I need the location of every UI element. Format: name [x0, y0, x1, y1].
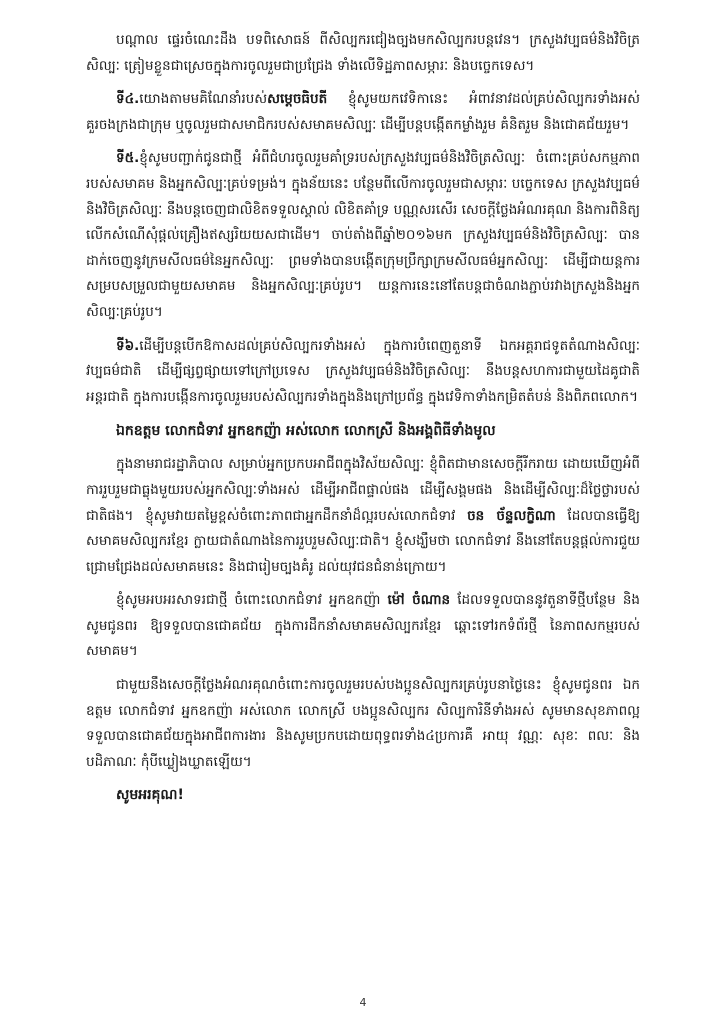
- paragraph-point-4: [86, 87, 640, 138]
- congratulations-text-pre: ខ្ញុំសូមអបអរសាទរជាថ្មី ចំពោះលោកជំទាវ អ្នកឧកញ៉ា: [116, 592, 388, 609]
- point-5-number: ទី៥.: [116, 150, 140, 167]
- paragraph-intro-text: បណ្តាល ផ្ទេរចំណេះដឹង បទពិសោធន៍ ពីសិល្បករជៀងច្បងមកសិល្បករបន្តវេន។ ក្រសួងវប្បធម៌និងវិចិត្រសិល្បៈ ត្រៀមខ្លួនជាស្រេចក្នុងការចូលរួមជាប្រជ្រែង ទាំងលើទិដ្ឋភាពសម្ភារៈ និងបច្ចេកទេស។: [86, 32, 640, 74]
- point-6-number: ទី៦.: [116, 337, 140, 354]
- congratulations-text-post: ដែលទទួលបាននូវតួនាទីថ្មីបន្ថែម និងសូមជូនពរ ឱ្យទទួលបានជោគជ័យ ក្នុងការដឹកនាំសមាគមសិល្បករខ្មែរ ឆ្ពោះទៅរកទំព័រថ្មី នៃភាពសកម្មរបស់សមាគម។: [86, 592, 640, 660]
- point-6-text: ដើម្បីបន្តបើកឱកាសដល់គ្រប់សិល្បករទាំងអស់ ក្នុងការបំពេញតួនាទី ឯកអគ្គរាជទូតតំណាងសិល្បៈវប្បធម៌ជាតិ ដើម្បីផ្សព្វផ្សាយទៅក្រៅប្រទេស ក្រសួងវប្បធម៌និងវិចិត្រសិល្បៈ នឹងបន្តសហការជាមួយដៃគូជាតិ អន្តរជាតិ ក្នុងការបង្កើនការចូលរួមរបស់សិល្បករទាំងក្នុងនិងក្រៅប្រព័ន្ធ ក្នុងវេទិកាទាំងកម្រិតតំបន់ និងពិភពលោក។: [86, 337, 640, 405]
- point-4-number: ទី៤.: [116, 91, 140, 108]
- paragraph-point-5: [86, 146, 640, 325]
- paragraph-congratulations: [86, 588, 640, 665]
- blessing-text: ជាមួយនឹងសេចក្តីថ្លែងអំណរគុណចំពោះការចូលរួមរបស់បងប្អូនសិល្បករគ្រប់រូបនាថ្ងៃនេះ ខ្ញុំសូមជូនពរ ឯកឧត្តម លោកជំទាវ អ្នកឧកញ៉ា អស់លោក លោកស្រី បងប្អូនសិល្បករ សិល្បការិនីទាំងអស់ សូមមានសុខភាពល្អ ទទួលបានជោគជ័យក្នុងអាជីពការងារ និងសូមប្រកបដោយពុទ្ធពរទាំង៤ប្រការគឺ អាយុ វណ្ណៈ សុខៈ ពលៈ និងបដិភាណៈ កុំបីឃ្លៀងឃ្លាតឡើយ។: [86, 677, 640, 770]
- point-4-text-pre: យោងតាមមគិណែនាំរបស់: [139, 91, 268, 108]
- point-4-honorific: សម្តេចធិបតី: [267, 91, 328, 108]
- salutation-heading: ឯកឧត្តម លោកជំទាវ អ្នកឧកញ៉ា អស់លោក លោកស្រី និងអង្គពិធីទាំងមូល: [116, 423, 496, 440]
- closing-thanks: សូមអរគុណ!: [116, 787, 184, 804]
- paragraph-government: [86, 452, 640, 580]
- government-honoree-name: ចន ច័ន្ទលក្ខិណា: [467, 507, 556, 524]
- paragraph-point-6: [86, 334, 640, 411]
- page-number: 4: [359, 996, 367, 1009]
- paragraph-intro: [86, 28, 640, 79]
- congratulations-honoree-name: ម៉ៅ ចំណាន: [387, 592, 451, 609]
- government-text-post: ដែលបានធ្វើឱ្យសមាគមសិល្បករខ្មែរ ក្លាយជាតំណាងនៃការរួបរួមសិល្បៈជាតិ។ ខ្ញុំសង្ឃឹមថា លោកជំទាវ នឹងនៅតែបន្តផ្តល់ការជួយជ្រោមជ្រែងដល់សមាគមនេះ និងជារៀមច្បងគំរូ ដល់យុវជនជំនាន់ក្រោយ។: [86, 507, 640, 575]
- point-4-text-post: ខ្ញុំសូមយកវេទិកានេះ អំពាវនាវដល់គ្រប់សិល្បករទាំងអស់ គួរចងក្រងជាក្រុម ឬចូលរួមជាសមាជិករបស់សមាគមសិល្បៈ ដើម្បីបន្តបង្កើតកម្លាំងរួម គំនិតរួម និងជោគជ័យរួម។: [86, 91, 640, 133]
- government-text-pre: ក្នុងនាមរាជរដ្ឋាភិបាល សម្រាប់អ្នកប្រកបអាជីពក្នុងវិស័យសិល្បៈ ខ្ញុំពិតជាមានសេចក្តីរីករាយ ដោយឃើញអំពីការរួបរួមជាធ្លុងមួយរបស់អ្នកសិល្បៈទាំងអស់ ដើម្បីអាជីពផ្ទាល់ផង ដើម្បីសង្គមផង និងដើម្បីសិល្បៈដ៏ថ្លៃថ្លារបស់ជាតិផង។ ខ្ញុំសូមវាយតម្លៃខ្ពស់ចំពោះភាពជាអ្នកដឹកនាំដ៏ល្អរបស់លោកជំទាវ: [86, 456, 640, 524]
- paragraph-blessing: [86, 673, 640, 775]
- point-5-text: ខ្ញុំសូមបញ្ជាក់ជូនជាថ្មី អំពីជំហរចូលរួមគាំទ្ររបស់ក្រសួងវប្បធម៌និងវិចិត្រសិល្បៈ ចំពោះគ្រប់សកម្មភាពរបស់សមាគម និងអ្នកសិល្បៈគ្រប់ទម្រង់។ ក្នុងន័យនេះ បន្ថែមពីលើការចូលរួមជាសម្ភារៈ បច្ចេកទេស ក្រសួងវប្បធម៌និងវិចិត្រសិល្បៈ នឹងបន្តចេញជាលិខិតទទួលស្គាល់ លិខិតគាំទ្រ បណ្ណសរសើរ សេចក្តីថ្លែងអំណរគុណ និងការពិនិត្យលើកសំណើសុំផ្តល់គ្រឿងឥស្សរិយយសជាដើម។ ចាប់តាំងពីឆ្នាំ២០១៦មក ក្រសួងវប្បធម៌និងវិចិត្រសិល្បៈ បានដាក់ចេញនូវក្រមសីលធម៌នៃអ្នកសិល្បៈ ព្រមទាំងបានបង្កើតក្រុមប្រឹក្សាក្រមសីលធម៌អ្នកសិល្បៈ ដើម្បីជាយន្តការសម្របសម្រួលជាមួយសមាគម និងអ្នកសិល្បៈគ្រប់រូប។ យន្តការនេះនៅតែបន្តជាចំណងភ្ជាប់រវាងក្រសួងនិងអ្នកសិល្បៈគ្រប់រូប។: [86, 150, 640, 320]
